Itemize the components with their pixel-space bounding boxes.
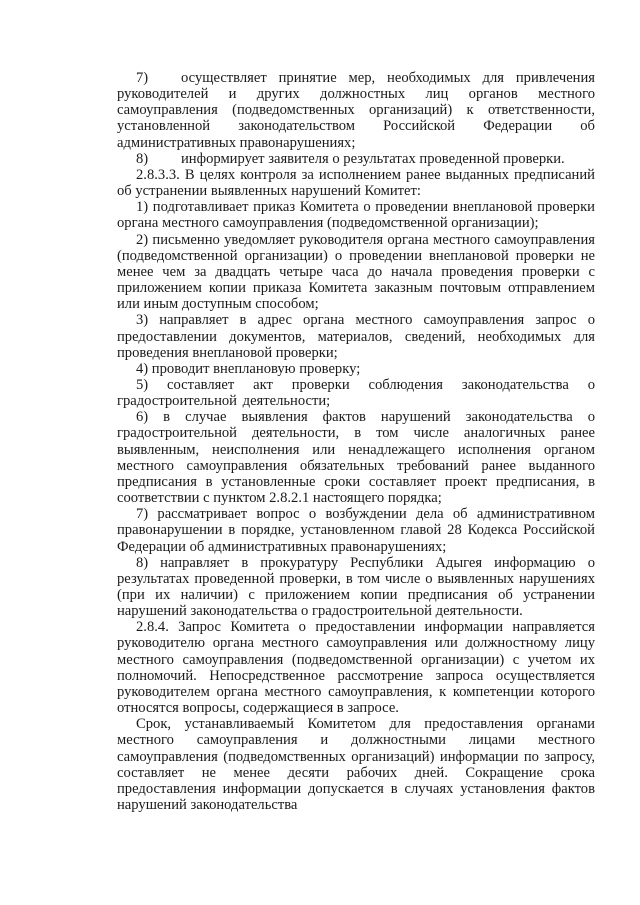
item-number: 7) [136, 70, 149, 86]
paragraph-text: осуществляет принятие мер, необходимых для привлечения руководителей и других должностных лиц органов местного самоуправления (подведомственных организаций) к ответственности, установленной законодательством Российской Федерации об административных правонарушениях; [117, 70, 595, 151]
paragraph-item-7 [117, 70, 595, 151]
paragraph-2-8-3-3: 2.8.3.3. В целях контроля за исполнением ранее выданных предписаний об устранении выявленных нарушений Комитет: [117, 166, 595, 200]
paragraph-2-8-4: 2.8.4. Запрос Комитета о предоставлении информации направляется руководителю органа местного самоуправления или должностному лицу местного самоуправления (подведомственной организации) с учетом их полномочий. Непосредственное рассмотрение запроса осуществляется руководителем органа местного самоуправления, к компетенции которого относятся вопросы, содержащиеся в запросе. [117, 619, 595, 717]
paragraph-subitem-5: 5) составляет акт проверки соблюдения законодательства о градостроительной деятельности; [117, 376, 595, 410]
paragraph-text: информирует заявителя о результатах проведенной проверки. [181, 150, 565, 167]
paragraph-subitem-7: 7) рассматривает вопрос о возбуждении дела об административном правонарушении в порядке, установленном главой 28 Кодекса Российской Федерации об административных правонарушениях; [117, 506, 595, 555]
paragraph-subitem-4: 4) проводит внеплановую проверку; [136, 360, 361, 377]
paragraph-deadline: Срок, устанавливаемый Комитетом для предоставления органами местного самоуправления и должностными лицами местного самоуправления (подведомственных организаций) информации по запросу, составляет не менее десяти рабочих дней. Сокращение срока предоставления информации допускается в случаях установления фактов нарушений законодательства [117, 716, 595, 814]
paragraph-subitem-6: 6) в случае выявления фактов нарушений законодательства о градостроительной деятельности, в том числе аналогичных ранее выявленным, неисполнения или ненадлежащего исполнения органом местного самоуправления обязательных требований ранее выданного предписания в установленные сроки составляет проект предписания, в соответствии с пунктом 2.8.2.1 настоящего порядка; [117, 409, 595, 507]
paragraph-subitem-8: 8) направляет в прокуратуру Республики Адыгея информацию о результатах проведенной проверки, в том числе о выявленных нарушениях (при их наличии) с приложением копии предписания об устранении нарушений законодательства о градостроительной деятельности. [117, 554, 595, 620]
paragraph-item-8 [117, 151, 595, 167]
document-page [117, 70, 595, 813]
paragraph-subitem-3: 3) направляет в адрес органа местного самоуправления запрос о предоставлении документов, материалов, сведений, необходимых для проведения внеплановой проверки; [117, 312, 595, 361]
paragraph-subitem-2: 2) письменно уведомляет руководителя органа местного самоуправления (подведомственной организации) о проведении внеплановой проверки не менее чем за двадцать четыре часа до начала проведения проверки с приложением копии приказа Комитета заказным почтовым отправлением или иным доступным способом; [117, 231, 595, 313]
paragraph-subitem-1: 1) подготавливает приказ Комитета о проведении внеплановой проверки органа местного самоуправления (подведомственной организации); [117, 199, 595, 232]
item-number: 8) [136, 150, 149, 167]
